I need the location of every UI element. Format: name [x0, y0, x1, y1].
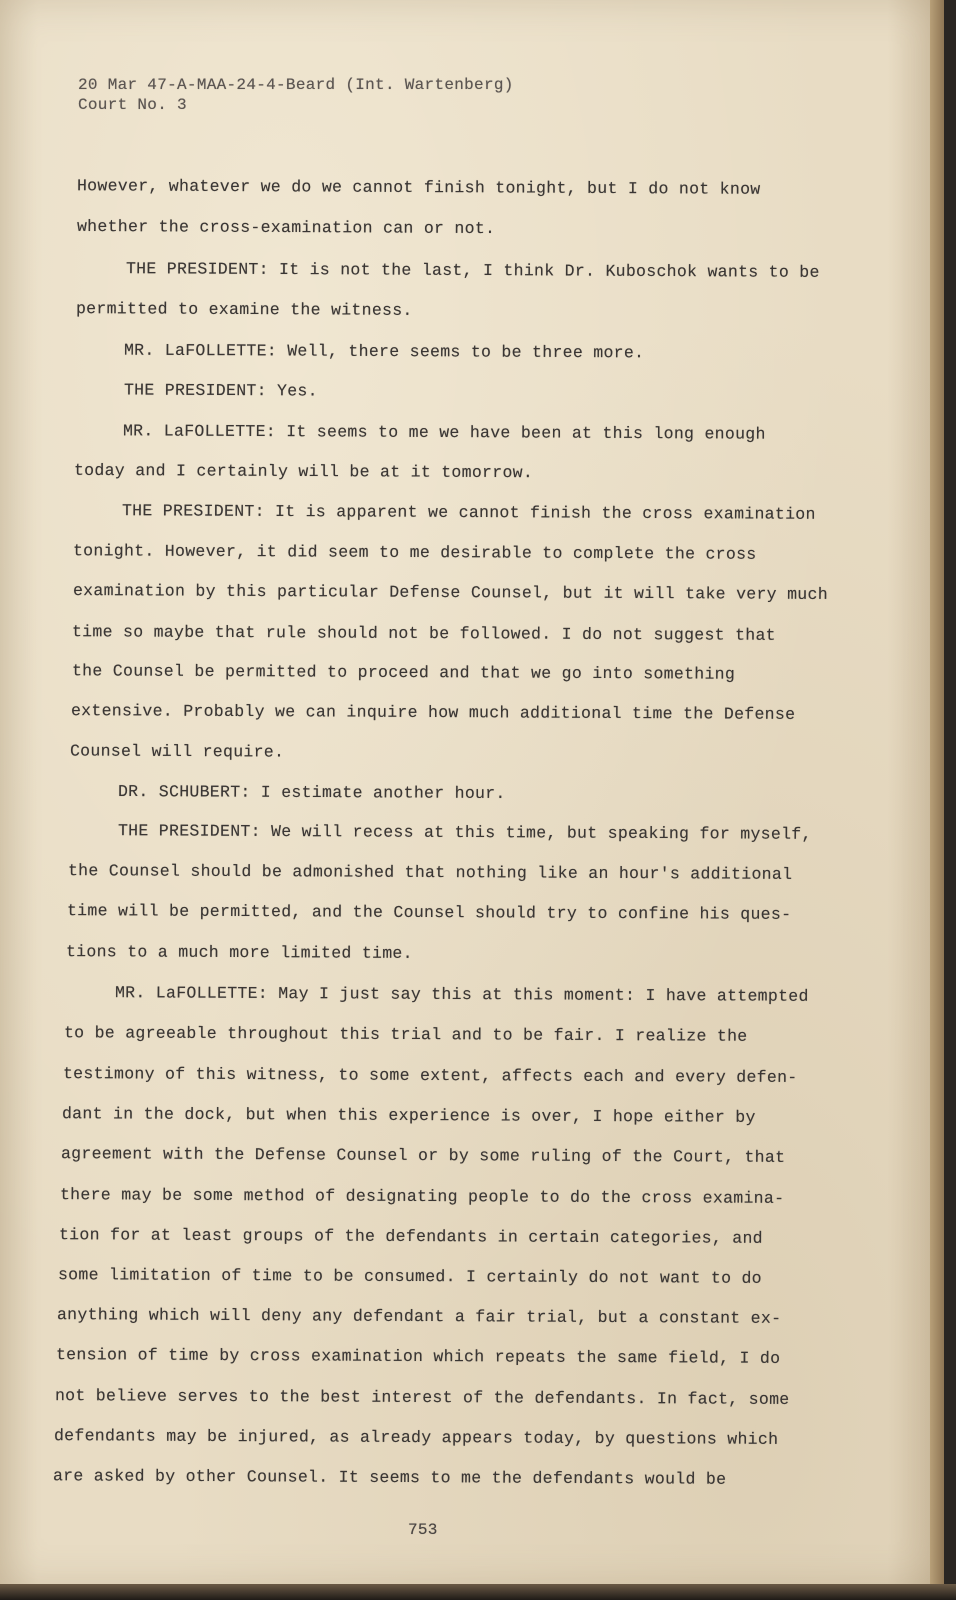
transcript-line: tion for at least groups of the defendants in certain categories, and: [58, 1225, 763, 1248]
page-number: 753: [408, 1521, 438, 1539]
transcript-line: defendants may be injured, as already appears today, by questions which: [53, 1426, 779, 1449]
transcript-line: agreement with the Defense Counsel or by some ruling of the Court, that: [60, 1144, 786, 1167]
header-citation: 20 Mar 47-A-MAA-24-4-Beard (Int. Wartenberg): [78, 76, 514, 94]
transcript-line: DR. SCHUBERT: I estimate another hour.: [117, 781, 506, 804]
transcript-line: THE PRESIDENT: Yes.: [123, 380, 318, 401]
transcript-line: anything which will deny any defendant a fair trial, but a constant ex-: [56, 1305, 782, 1328]
transcript-line: there may be some method of designating people to do the cross examina-: [59, 1185, 785, 1208]
transcript-line: testimony of this witness, to some extent, affects each and every defen-: [62, 1064, 798, 1087]
transcript-line: MR. LaFOLLETTE: May I just say this at this moment: I have attempted: [114, 983, 809, 1006]
transcript-line: the Counsel should be admonished that nothing like an hour's additional: [67, 861, 793, 884]
page-right-edge: [930, 0, 944, 1586]
transcript-line: THE PRESIDENT: It is apparent we cannot finish the cross examination: [121, 501, 816, 524]
transcript-line: whether the cross-examination can or not.: [76, 216, 496, 239]
transcript-line: today and I certainly will be at it tomorrow.: [73, 460, 534, 483]
transcript-line: MR. LaFOLLETTE: Well, there seems to be three more.: [123, 340, 645, 363]
transcript-line: tension of time by cross examination which repeats the same field, I do: [55, 1345, 781, 1368]
transcript-line: examination by this particular Defense Counsel, but it will take very much: [72, 581, 828, 604]
transcript-line: time will be permitted, and the Counsel should try to confine his ques-: [66, 901, 792, 924]
transcript-line: Counsel will require.: [69, 741, 285, 762]
transcript-line: to be agreeable throughout this trial and to be fair. I realize the: [63, 1023, 748, 1046]
transcript-line: tonight. However, it did seem to me desirable to complete the cross: [72, 541, 757, 564]
transcript-line: some limitation of time to be consumed. I certainly do not want to do: [57, 1265, 762, 1288]
transcript-line: extensive. Probably we can inquire how much additional time the Defense: [70, 701, 796, 724]
transcript-line: the Counsel be permitted to proceed and that we go into something: [71, 661, 736, 684]
transcript-line: not believe serves to the best interest of the defendants. In fact, some: [54, 1386, 790, 1409]
transcript-line: are asked by other Counsel. It seems to me the defendants would be: [52, 1466, 727, 1489]
header-court: Court No. 3: [78, 96, 187, 114]
transcript-line: MR. LaFOLLETTE: It seems to me we have been at this long enough: [122, 421, 766, 444]
transcript-line: THE PRESIDENT: It is not the last, I think Dr. Kuboschok wants to be: [125, 259, 820, 282]
transcript-line: time so maybe that rule should not be followed. I do not suggest that: [71, 622, 776, 645]
transcript-line: tions to a much more limited time.: [65, 942, 413, 963]
transcript-line: However, whatever we do we cannot finish tonight, but I do not know: [76, 176, 761, 199]
scan-bottom-edge: [0, 1584, 956, 1600]
transcript-line: permitted to examine the witness.: [75, 299, 413, 320]
transcript-line: THE PRESIDENT: We will recess at this time, but speaking for myself,: [117, 821, 812, 844]
transcript-line: dant in the dock, but when this experience is over, I hope either by: [61, 1104, 756, 1127]
